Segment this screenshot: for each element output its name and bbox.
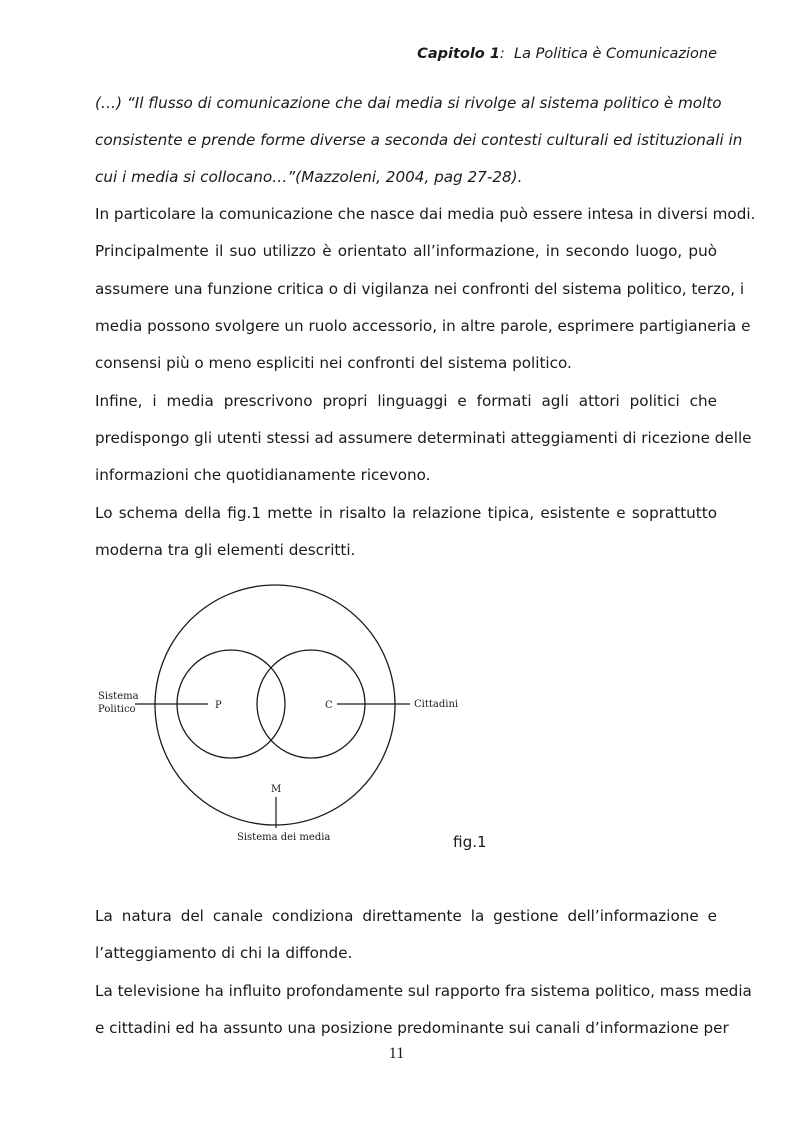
paragraph-5-line-1: La televisione ha influito profondamente sul rapporto fra sistema politico, mass media <box>95 982 752 1000</box>
label-sistema-dei-media: Sistema dei media <box>237 832 331 843</box>
chapter-title: La Politica è Comunicazione <box>514 46 717 62</box>
paragraph-4-line-2: l’atteggiamento di chi la diffonde. <box>95 944 353 962</box>
paragraph-3-line-1: Lo schema della fig.1 mette in risalto la relazione tipica, esistente e soprattutto <box>95 504 717 522</box>
paragraph-1-line-2: Principalmente il suo utilizzo è orientato all’informazione, in secondo luogo, può <box>95 242 717 260</box>
quote-line-3: cui i media si collocano…”(Mazzoleni, 2004, pag 27-28). <box>95 168 523 186</box>
running-header <box>417 46 717 62</box>
paragraph-2-line-1: Infine, i media prescrivono propri linguaggi e formati agli attori politici che <box>95 392 717 410</box>
label-sistema: Sistema <box>98 691 139 702</box>
paragraph-1-line-1: In particolare la comunicazione che nasce dai media può essere intesa in diversi modi. <box>95 205 756 223</box>
paragraph-3-line-2: moderna tra gli elementi descritti. <box>95 541 356 559</box>
figure-caption: fig.1 <box>453 833 487 851</box>
label-p: P <box>215 700 222 711</box>
paragraph-2-line-2: predispongo gli utenti stessi ad assumere determinati atteggiamenti di ricezione delle <box>95 429 752 447</box>
paragraph-1-line-3: assumere una funzione critica o di vigilanza nei confronti del sistema politico, terzo, i <box>95 280 745 298</box>
quote-line-2: consistente e prende forme diverse a seconda dei contesti culturali ed istituzionali in <box>95 131 743 149</box>
label-m: M <box>271 784 282 795</box>
paragraph-1-line-5: consensi più o meno espliciti nei confronti del sistema politico. <box>95 354 572 372</box>
paragraph-2-line-3: informazioni che quotidianamente ricevono. <box>95 466 431 484</box>
page-number: 11 <box>388 1045 405 1062</box>
paragraph-4-line-1: La natura del canale condiziona direttamente la gestione dell’informazione e <box>95 907 717 925</box>
chapter-label: Capitolo 1 <box>417 46 500 62</box>
paragraph-1-line-4: media possono svolgere un ruolo accessorio, in altre parole, esprimere partigianeria e <box>95 317 751 335</box>
label-politico: Politico <box>98 704 136 715</box>
quote-line-1: (…) “Il flusso di comunicazione che dai media si rivolge al sistema politico è molto <box>95 94 722 112</box>
paragraph-5-line-2: e cittadini ed ha assunto una posizione predominante sui canali d’informazione per <box>95 1019 729 1037</box>
chapter-separator: : <box>499 46 505 62</box>
label-c: C <box>325 700 333 711</box>
label-cittadini: Cittadini <box>414 699 459 710</box>
communication-diagram <box>90 578 470 850</box>
